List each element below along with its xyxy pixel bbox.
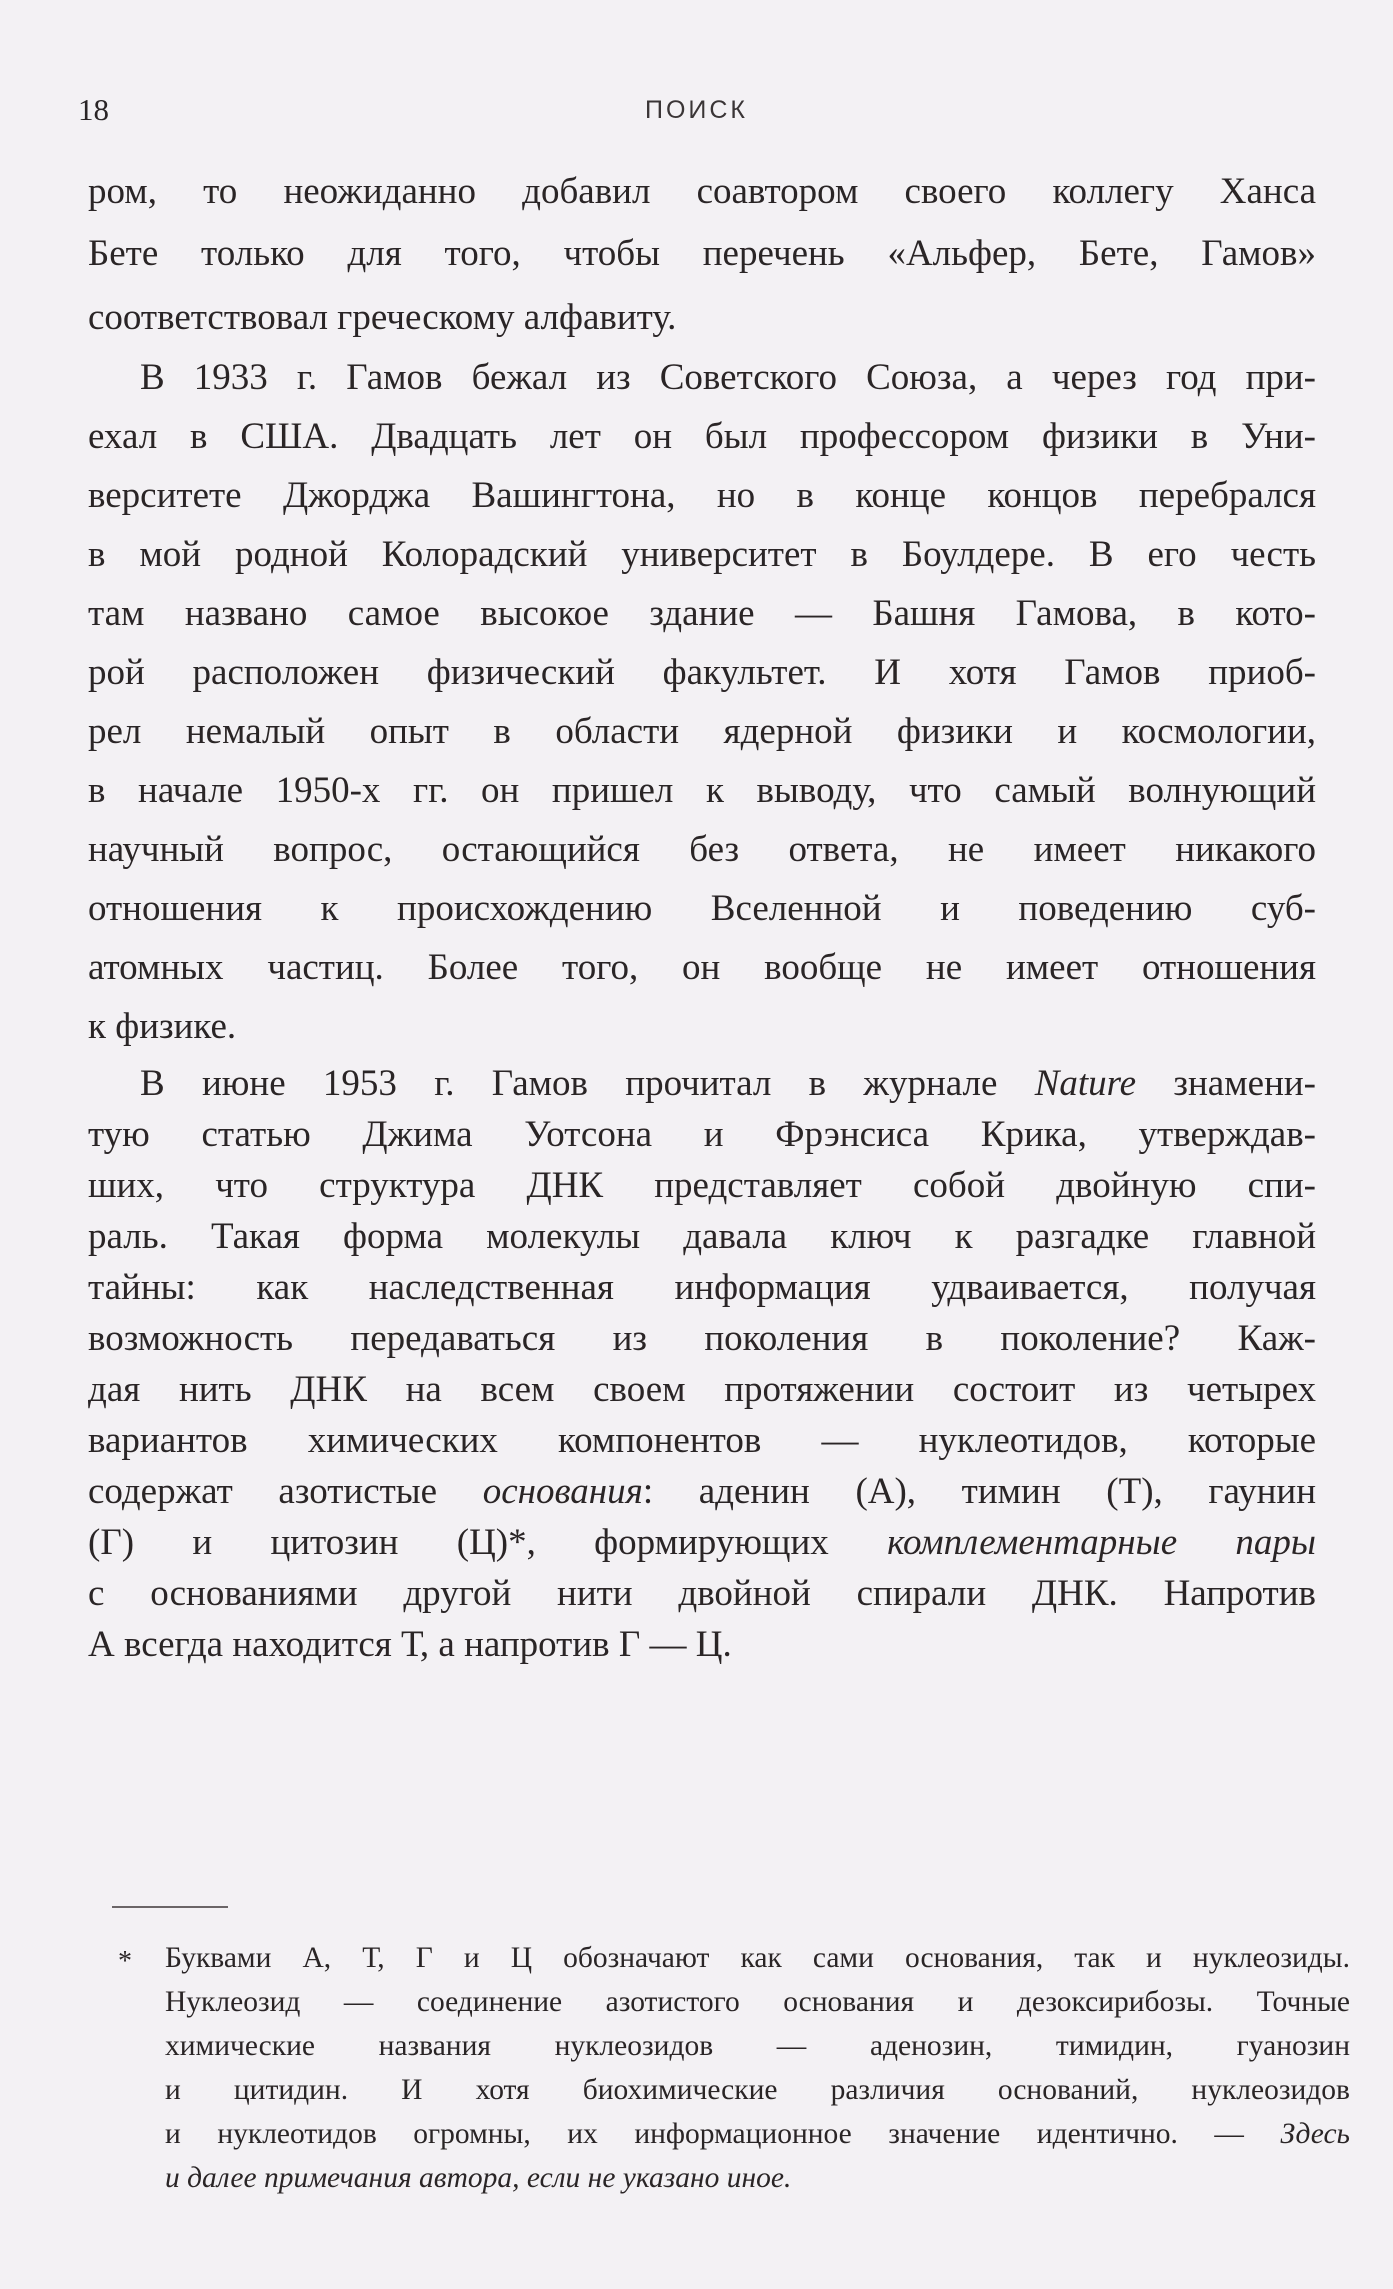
footnote-divider [112, 1906, 228, 1908]
page-number: 18 [78, 92, 109, 127]
footnote-marker: * [118, 1946, 132, 1977]
text-line: возможность передаваться из поколения в поколение? Каж- [88, 1318, 1316, 1359]
text-line: отношения к происхождению Вселенной и поведению суб- [88, 888, 1316, 929]
note-attribution-italic: и далее примечания автора, если не указано иное. [165, 2162, 792, 2194]
text-run: и нуклеотидов огромны, их информационное значение идентично. — [165, 2118, 1281, 2150]
text-line: вариантов химических компонентов — нуклеотидов, которые [88, 1420, 1316, 1461]
text-line: научный вопрос, остающийся без ответа, не имеет никакого [88, 829, 1316, 870]
text-line: верситете Джорджа Вашингтона, но в конце концов перебрался [88, 475, 1316, 516]
text-line: в начале 1950-х гг. он пришел к выводу, что самый волнующий [88, 770, 1316, 811]
text-line: там названо самое высокое здание — Башня Гамова, в кото- [88, 593, 1316, 634]
text-line [140, 1062, 1316, 1106]
text-line [88, 1470, 1316, 1514]
text-line: атомных частиц. Более того, он вообще не имеет отношения [88, 947, 1316, 988]
text-line: ехал в США. Двадцать лет он был профессором физики в Уни- [88, 416, 1316, 457]
text-line: рел немалый опыт в области ядерной физики и космологии, [88, 711, 1316, 752]
text-line: дая нить ДНК на всем своем протяжении состоит из четырех [88, 1369, 1316, 1410]
note-attribution-italic: Здесь [1280, 2118, 1350, 2150]
text-line [88, 1521, 1316, 1565]
text-line: ших, что структура ДНК представляет собой двойную спи- [88, 1165, 1316, 1206]
text-line: Бете только для того, чтобы перечень «Альфер, Бете, Гамов» [88, 233, 1316, 274]
text-line: рой расположен физический факультет. И хотя Гамов приоб- [88, 652, 1316, 693]
text-run: (Г) и цитозин (Ц)*, формирующих [88, 1522, 888, 1563]
term-italic: комплементарные пары [887, 1522, 1316, 1563]
text-line: соответствовал греческому алфавиту. [88, 297, 677, 338]
text-line: тую статью Джима Уотсона и Фрэнсиса Крика, утверждав- [88, 1114, 1316, 1155]
text-line: А всегда находится Т, а напротив Г — Ц. [88, 1624, 732, 1665]
footnote-line: Нуклеозид — соединение азотистого основания и дезоксирибозы. Точные [165, 1986, 1350, 2018]
text-line: тайны: как наследственная информация удваивается, получая [88, 1267, 1316, 1308]
section-title: ПОИСК [644, 96, 748, 124]
footnote-line: химические названия нуклеозидов — аденозин, тимидин, гуанозин [165, 2030, 1350, 2062]
text-line: В 1933 г. Гамов бежал из Советского Союза, а через год при- [140, 357, 1316, 398]
journal-title-italic: Nature [1034, 1063, 1137, 1104]
footnote-line: и цитидин. И хотя биохимические различия оснований, нуклеозидов [165, 2074, 1350, 2106]
text-line: к физике. [88, 1006, 237, 1047]
term-italic: основания [482, 1471, 643, 1512]
text-line: ром, то неожиданно добавил соавтором своего коллегу Ханса [88, 171, 1316, 212]
text-run: содержат азотистые [88, 1471, 483, 1512]
text-run: : аденин (А), тимин (Т), гаунин [642, 1471, 1316, 1512]
text-line: раль. Такая форма молекулы давала ключ к разгадке главной [88, 1216, 1316, 1257]
text-run: знамени- [1136, 1063, 1316, 1104]
text-run: В июне 1953 г. Гамов прочитал в журнале [140, 1063, 1035, 1104]
footnote-line: Буквами А, Т, Г и Ц обозначают как сами основания, так и нуклеозиды. [165, 1942, 1350, 1974]
footnote-line [165, 2160, 1350, 2196]
text-line: с основаниями другой нити двойной спирали ДНК. Напротив [88, 1573, 1316, 1614]
text-line: в мой родной Колорадский университет в Боулдере. В его честь [88, 534, 1316, 575]
running-head [0, 92, 1393, 132]
footnote-line [165, 2116, 1350, 2152]
